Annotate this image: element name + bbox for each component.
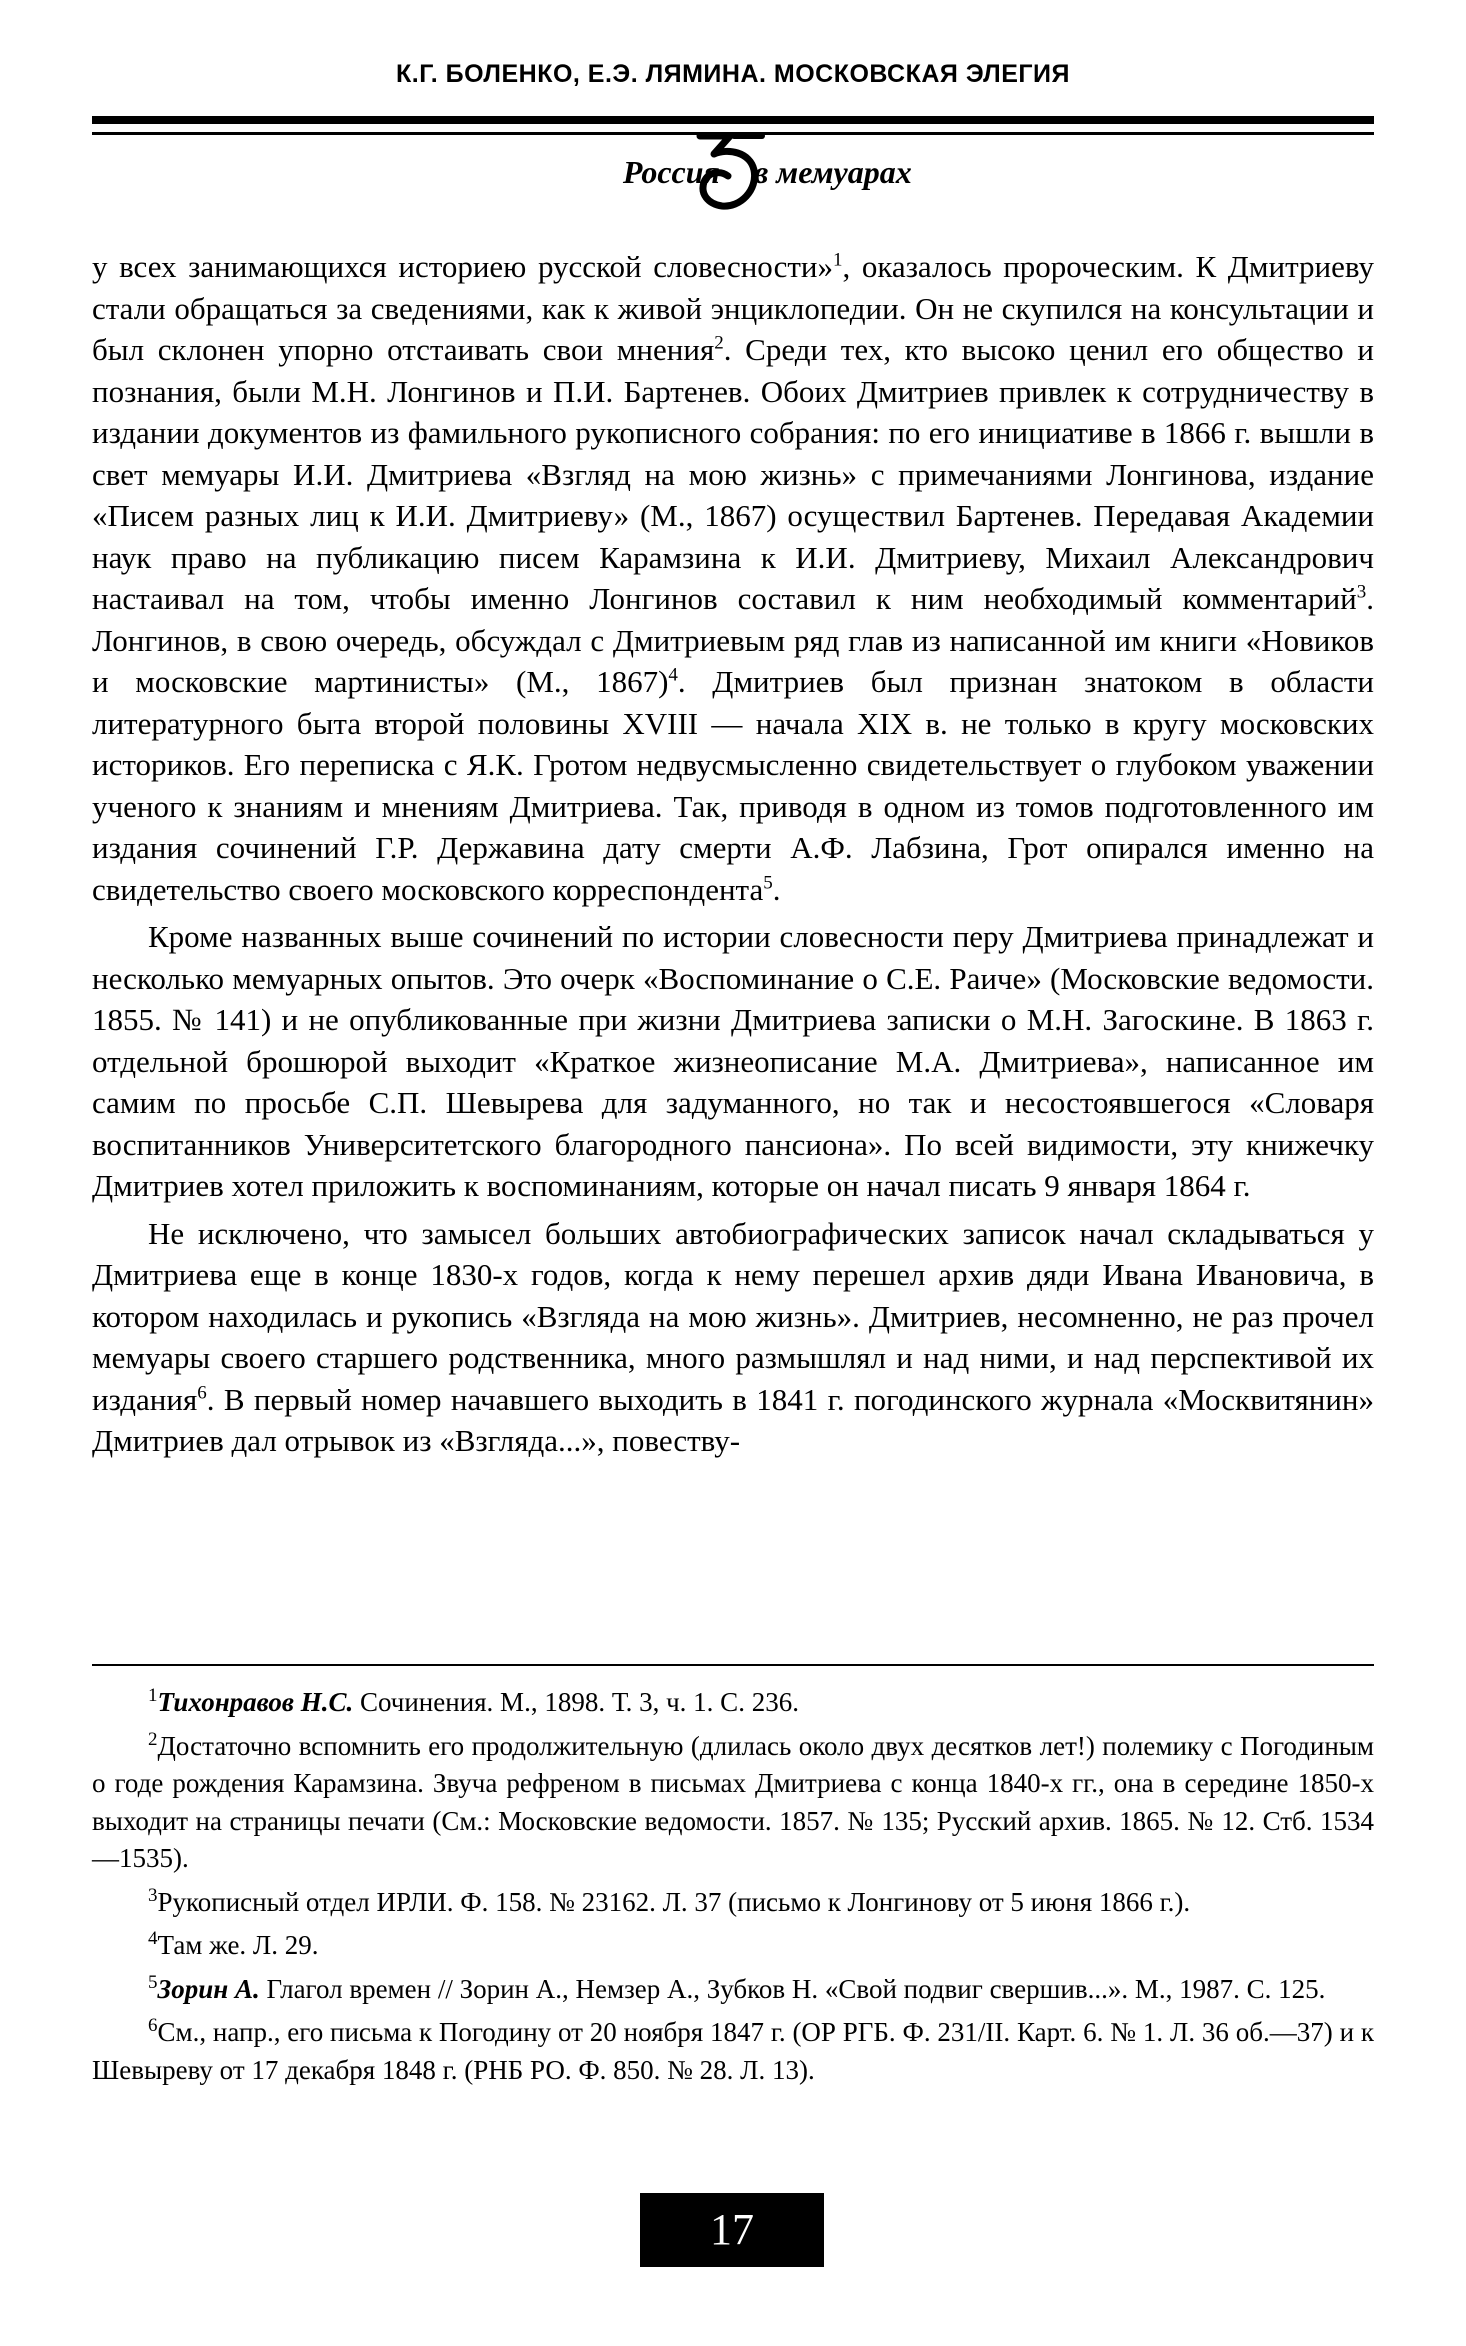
footnote-mark: 4 <box>148 1928 158 1949</box>
footnote <box>92 1728 1374 1878</box>
paragraph: Кроме названных выше сочинений по истории словесности перу Дмитриева принадлежат и несколько мемуарных опытов. Это очерк «Воспоминание о С.Е. Раиче» (Московские ведомости. 1855. № 141) и не опубликованные при жизни Дмитриева записки о М.Н. Загоскине. В 1863 г. отдельной брошюрой выходит «Краткое жизнеописание М.А. Дмитриева», написанное им самим по просьбе С.П. Шевырева для задуманного, но так и несостоявшегося «Словаря воспитанников Университетского благородного пансиона». По всей видимости, эту книжечку Дмитриев хотел приложить к воспоминаниям, которые он начал писать 9 января 1864 г. <box>92 919 1374 1203</box>
footnote-text: Рукописный отдел ИРЛИ. Ф. 158. № 23162. Л. 37 (письмо к Лонгинову от 5 июня 1866 г.). <box>157 1886 1191 1917</box>
series-title-right: в мемуарах <box>754 154 912 190</box>
footnote-author: Зорин А. <box>157 1973 260 2004</box>
paragraph <box>92 246 1374 910</box>
footnote <box>92 2014 1374 2089</box>
paragraph-text: . <box>772 871 781 907</box>
paragraph-text: . Дмитриев был признан знатоком в области литературного быта второй половины XVIII — начала XIX в. не только в кругу московских историков. Его переписка с Я.К. Гротом недвусмысленно свидетельствует о глубоком уважении ученого к знаниям и мнениям Дмитриева. Так, приводя в одном из томов подготовленного им издания сочинений Г.Р. Державина дату смерти А.Ф. Лабзина, Грот опирался именно на свидетельство своего московского корреспондента <box>92 664 1374 907</box>
footnote-text: Сочинения. М., 1898. Т. 3, ч. 1. С. 236. <box>353 1687 799 1717</box>
footnote-author: Тихонравов Н.С. <box>157 1687 354 1717</box>
header-rule-thick <box>92 116 1374 124</box>
footnote-mark: 5 <box>148 1971 158 1993</box>
page-number: 17 <box>640 2193 824 2267</box>
paragraph <box>92 1213 1374 1462</box>
footnote-mark: 1 <box>148 1685 158 1706</box>
footnote-mark: 2 <box>148 1728 158 1750</box>
footnote-divider <box>92 1664 1374 1666</box>
paragraph-text: у всех занимающихся историею русской словесности» <box>92 249 833 284</box>
footnote <box>92 1971 1374 2009</box>
paragraph-text: . Лонгинов, в свою очередь, обсуждал с Дмитриевым ряд глав из написанной им книги «Новиков и московские мартинисты» (М., 1867) <box>92 581 1374 699</box>
footnote-text: См., напр., его письма к Погодину от 20 ноября 1847 г. (ОР РГБ. Ф. 231/II. Карт. 6. № 1. Л. 36 об.—37) и к Шевыреву от 17 декабря 1848 г. (РНБ РО. Ф. 850. № 28. Л. 13). <box>92 2017 1374 2085</box>
footnote-mark: 6 <box>148 2015 158 2036</box>
footnote-text: Там же. Л. 29. <box>157 1930 319 1960</box>
running-header <box>92 60 1374 210</box>
footnote-text: Достаточно вспомнить его продолжительную (длилась около двух десятков лет!) полемику с Погодиным о годе рождения Карамзина. Звуча рефреном в письмах Дмитриева с конца 1840-х гг., она в середине 1850-х выходит на страницы печати (См.: Московские ведомости. 1857. № 135; Русский архив. 1865. № 12. Стб. 1534—1535). <box>92 1730 1374 1873</box>
paragraph-text: . В первый номер начавшего выходить в 1841 г. погодинского журнала «Москвитянин» Дмитриев дал отрывок из «Взгляда...», повеству- <box>92 1381 1374 1458</box>
footnote <box>92 1684 1374 1722</box>
footnote-ref: 4 <box>668 664 678 686</box>
footnotes <box>92 1684 1374 2095</box>
main-text <box>92 246 1374 1468</box>
paragraph-text: Не исключено, что замысел больших автобиографических записок начал складываться у Дмитриева еще в конце 1830-х годов, когда к нему перешел архив дяди Ивана Ивановича, в котором находилась и рукопись «Взгляда на мою жизнь». Дмитриев, несомненно, не раз прочел мемуары своего старшего родственника, много размышлял и над ними, и над перспективой их издания <box>92 1215 1374 1417</box>
paragraph-text: , оказалось пророческим. К Дмитриеву стали обращаться за сведениями, как к живой энциклопедии. Он не скупился на консультации и был склонен упорно отстаивать свои мнения <box>92 249 1374 367</box>
footnote-text: Глагол времен // Зорин А., Немзер А., Зубков Н. «Свой подвиг свершив...». М., 1987. С. 125. <box>259 1973 1326 2004</box>
series-title <box>92 140 1374 210</box>
footnote-ref: 1 <box>832 249 843 271</box>
series-title-left: Россия <box>622 154 720 190</box>
footnote-ref: 3 <box>1356 581 1367 603</box>
paragraph-text: . Среди тех, кто высоко ценил его общество и познания, были М.Н. Лонгинов и П.И. Бартенев. Обоих Дмитриев привлек к сотрудничеству в издании документов из фамильного рукописного собрания: по его инициативе в 1866 г. вышли в свет мемуары И.И. Дмитриева «Взгляд на мою жизнь» с примечаниями Лонгинова, издание «Писем разных лиц к И.И. Дмитриеву» (М., 1867) осуществил Бартенев. Передавая Академии наук право на публикацию писем Карамзина к И.И. Дмитриеву, Михаил Александрович настаивал на том, чтобы именно Лонгинов составил к ним необходимый комментарий <box>92 332 1374 616</box>
book-page <box>92 0 1374 2346</box>
footnote <box>92 1927 1374 1965</box>
footnote-ref: 6 <box>197 1382 207 1404</box>
running-header-authors: К.Г. БОЛЕНКО, Е.Э. ЛЯМИНА. МОСКОВСКАЯ ЭЛЕГИЯ <box>396 60 1070 88</box>
footnote-ref: 2 <box>714 332 724 354</box>
footnote <box>92 1884 1374 1922</box>
footnote-ref: 5 <box>763 872 773 894</box>
footnote-mark: 3 <box>148 1884 158 1906</box>
